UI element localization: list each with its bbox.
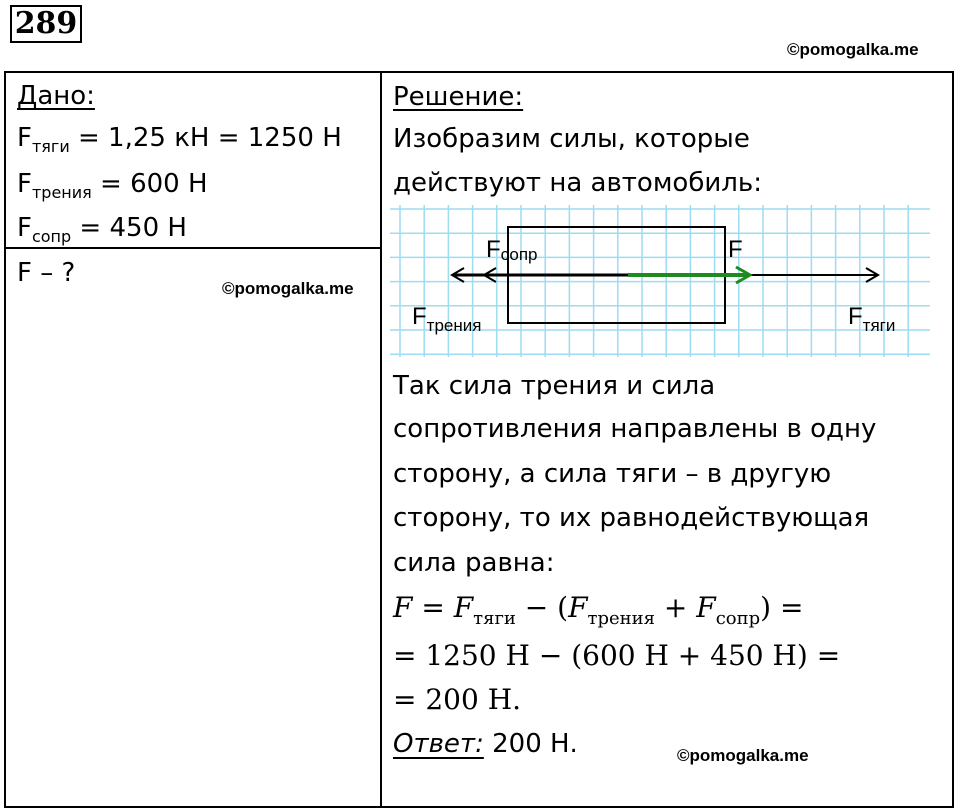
watermark-top: ©pomogalka.me — [787, 40, 919, 59]
label-resistance: Fсопр — [486, 236, 538, 264]
given-line-friction: $F_{трения} = 600$ Н — [17, 169, 208, 202]
given-line-resistance: $F_{сопр} = 450$ Н — [17, 213, 187, 246]
column-divider — [380, 71, 382, 808]
explanation-line-2: сопротивления направлены в одну — [393, 414, 877, 444]
label-friction: $F_{трения}$ — [412, 303, 482, 335]
watermark-bottom: ©pomogalka.me — [677, 746, 809, 765]
intro-line-2: действуют на автомобиль: — [393, 168, 762, 198]
formula-line-3: = 200 Н. — [393, 683, 522, 716]
explanation-line-5: сила равна: — [393, 548, 555, 578]
given-line-traction: $F_{тяги} = 1,25$ кН = 1250 Н — [17, 123, 342, 156]
formula-line-2: = 1250 Н − (600 Н + 450 Н) = — [393, 639, 841, 672]
explanation-line-4: сторону, то их равнодействующая — [393, 503, 870, 533]
problem-number: 289 — [10, 5, 82, 43]
watermark-middle: ©pomogalka.me — [222, 279, 354, 298]
explanation-line-3: сторону, а сила тяги – в другую — [393, 459, 832, 489]
label-traction: $F_{тяги}$ — [848, 303, 896, 335]
solution-heading: Решение: — [393, 82, 524, 112]
given-heading: Дано: — [17, 81, 95, 111]
answer-value: 200 Н. — [483, 729, 578, 759]
formula-line-1: $F = F_{тяги} - (F_{трения} + F_{сопр})$ = — [393, 591, 804, 629]
explanation-line-1: Так сила трения и сила — [393, 371, 716, 401]
question: F – ? — [17, 258, 76, 288]
answer-label: Ответ: — [393, 729, 484, 759]
answer — [393, 724, 578, 764]
intro-line-1: Изобразим силы, которые — [393, 124, 750, 154]
label-resultant: F — [728, 236, 743, 263]
force-diagram — [390, 205, 930, 357]
